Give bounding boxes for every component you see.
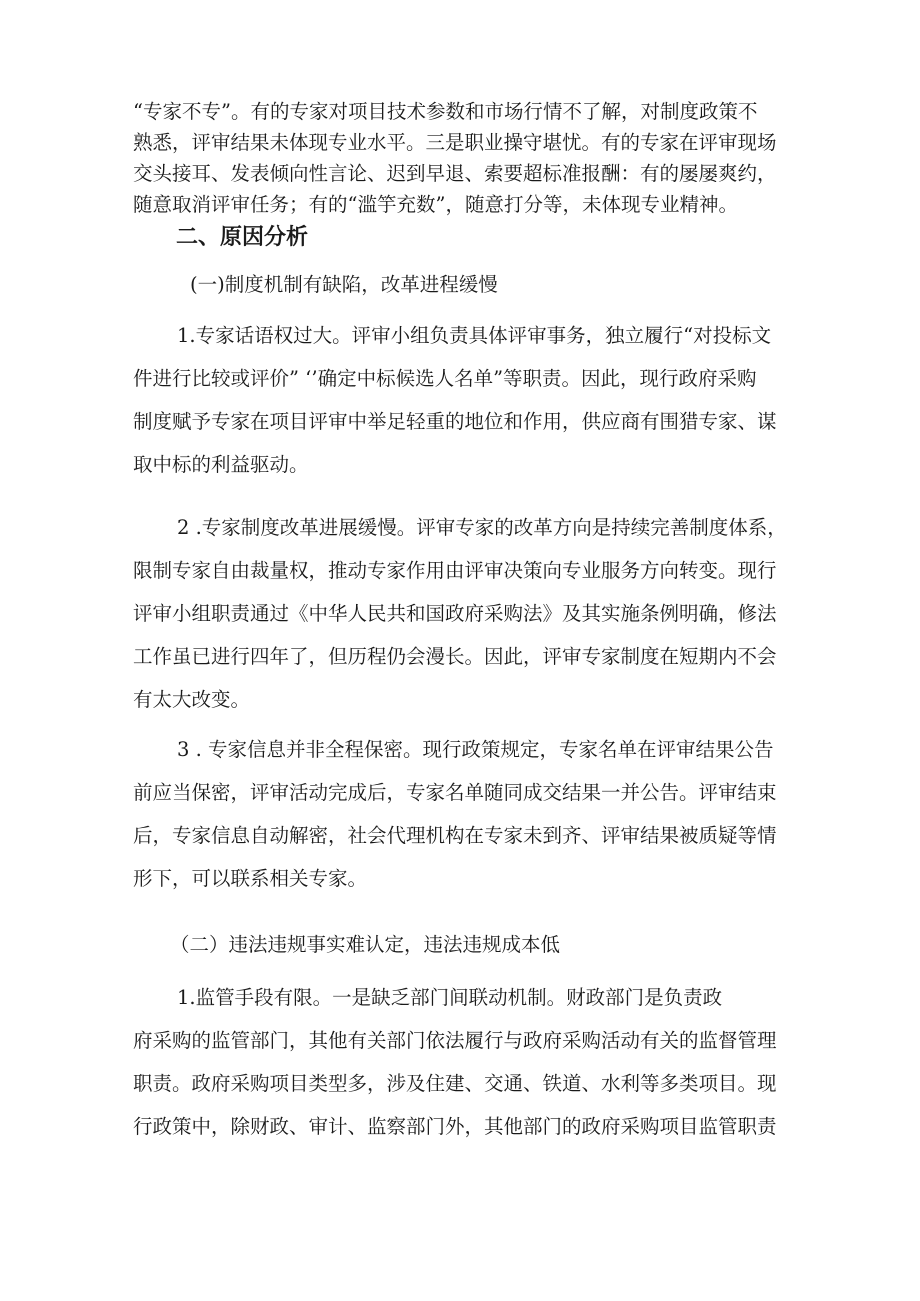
text-line: 职责。政府采购项目类型多，涉及住建、交通、铁道、水利等多类项目。现 bbox=[133, 1072, 777, 1095]
paragraph-point-2 bbox=[133, 506, 793, 721]
text-line: 后，专家信息自动解密，社会代理机构在专家未到齐、评审结果被质疑等情 bbox=[133, 824, 777, 847]
text-line: 有太大改变。 bbox=[133, 688, 251, 711]
text-line: 取中标的利益驱动。 bbox=[133, 453, 309, 476]
text-line: 件进行比较或评价” ‘’确定中标候选人名单”等职责。因此，现行政府采购 bbox=[133, 367, 757, 390]
text-line: 限制专家自由裁量权，推动专家作用由评审决策向专业服务方向转变。现行 bbox=[133, 559, 777, 582]
text-line: 府采购的监管部门，其他有关部门依法履行与政府采购活动有关的监督管理 bbox=[133, 1029, 777, 1052]
text-line: 交头接耳、发表倾向性言论、迟到早退、索要超标准报酬：有的屡屡爽约， bbox=[133, 162, 777, 185]
text-line: 随意取消评审任务；有的“滥竽充数”，随意打分等，未体现专业精神。 bbox=[133, 193, 738, 216]
subsection-heading: (一)制度机制有缺陷，改革进程缓慢 bbox=[190, 273, 498, 296]
text-line: 形下，可以联系相关专家。 bbox=[133, 867, 368, 890]
text-line: 工作虽已进行四年了，但历程仍会漫长。因此，评审专家制度在短期内不会 bbox=[133, 645, 777, 668]
section-heading: 二、原因分析 bbox=[176, 225, 309, 250]
paragraph-supervision bbox=[133, 976, 793, 1148]
text-line: 前应当保密，评审活动完成后，专家名单随同成交结果一并公告。评审结束 bbox=[133, 781, 777, 804]
paragraph-intro bbox=[133, 96, 793, 220]
text-line: 熟悉，评审结果未体现专业水平。三是职业操守堪忧。有的专家在评审现场 bbox=[133, 131, 777, 154]
paragraph-point-1 bbox=[133, 314, 793, 486]
text-line: 1.专家话语权过大。评审小组负责具体评审事务，独立履行“对投标文 bbox=[177, 324, 772, 347]
paragraph-point-3 bbox=[133, 728, 793, 900]
text-line: 评审小组职责通过《中华人民共和国政府采购法》及其实施条例明确，修法 bbox=[133, 602, 777, 625]
text-line: 3 . 专家信息并非全程保密。现行政策规定，专家名单在评审结果公告 bbox=[177, 738, 774, 761]
subsection-heading: （二）违法违规事实难认定，违法违规成本低 bbox=[170, 933, 561, 956]
text-line: 行政策中，除财政、审计、监察部门外，其他部门的政府采购项目监管职责 bbox=[133, 1115, 777, 1138]
text-line: 1.监管手段有限。一是缺乏部门间联动机制。财政部门是负责政 bbox=[177, 986, 723, 1009]
text-line: 2 .专家制度改革进展缓慢。评审专家的改革方向是持续完善制度体系， bbox=[177, 516, 787, 539]
text-line: 制度赋予专家在项目评审中举足轻重的地位和作用，供应商有围猎专家、谋 bbox=[133, 410, 777, 433]
text-line: “专家不专”。有的专家对项目技术参数和市场行情不了解，对制度政策不 bbox=[133, 100, 758, 123]
